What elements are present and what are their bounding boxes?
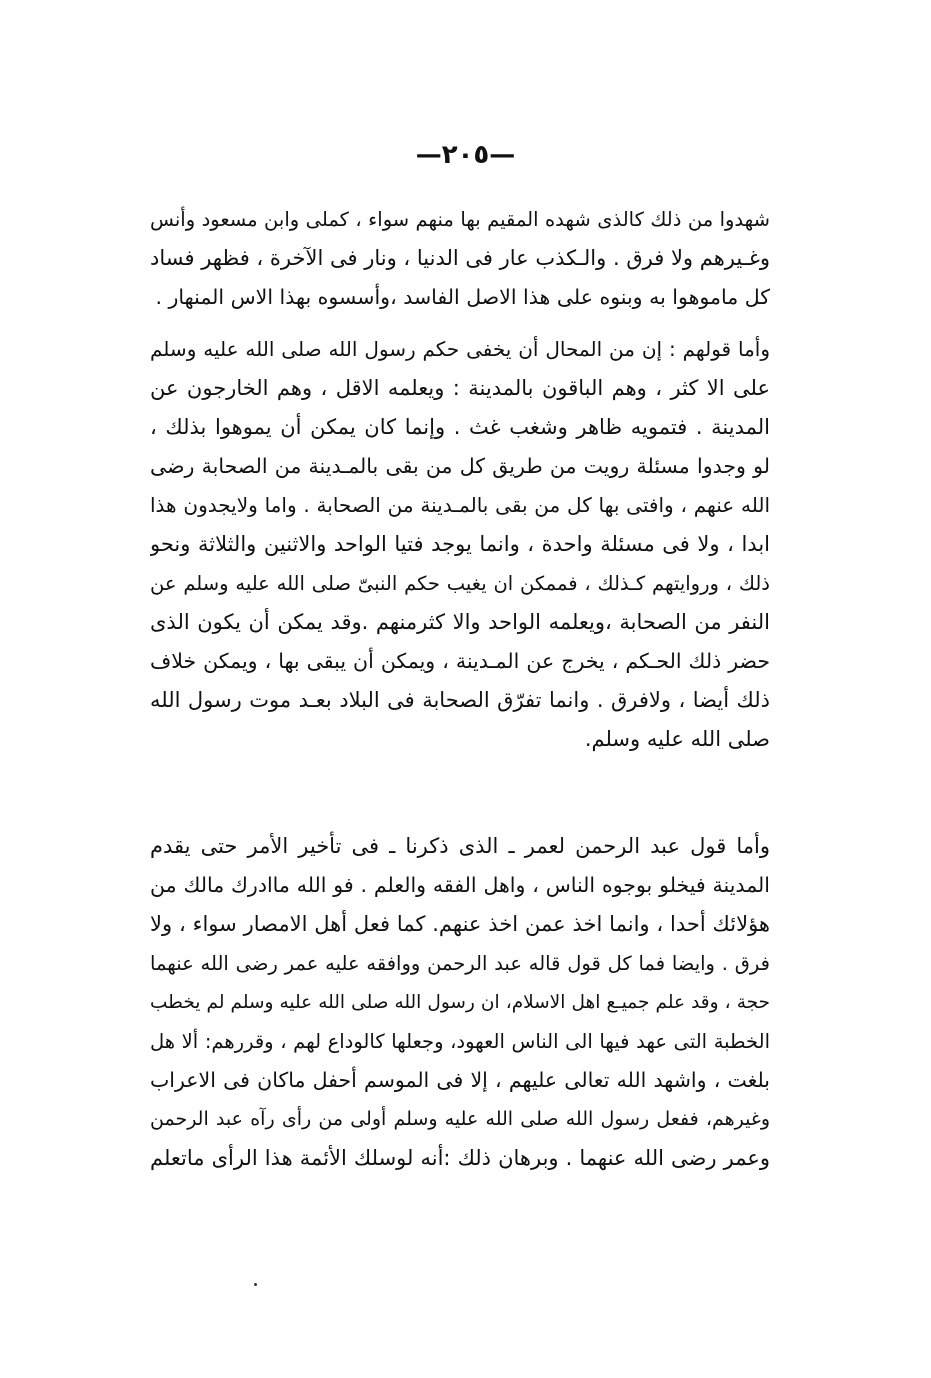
paragraph-1: [150, 200, 770, 317]
text-line: على الا كثر ، وهم الباقون بالمدينة : ويعلمه الاقل ، وهم الخارجون عن: [150, 376, 770, 400]
text-line: ذلك ، وروايتهم كـذلك ، فممكن ان يغيب حكم النبىّ صلى الله عليه وسلم عن: [150, 572, 770, 595]
text-line: شهدوا من ذلك كالذى شهده المقيم بها منهم سواء ، كملى وابن مسعود وأنس: [150, 208, 770, 231]
text-line: وعمر رضى الله عنهما . وبرهان ذلك :أنه لوسلك الأئمة هذا الرأى ماتعلم: [150, 1146, 770, 1170]
speck-mark: [254, 1283, 257, 1286]
text-line: لو وجدوا مسئلة رويت من طريق كل من بقى بالمـدينة من الصحابة رضى: [150, 454, 770, 478]
text-line: المدينة . فتمويه ظاهر وشغب غث . وإنما كان يمكن أن يموهوا بذلك ،: [150, 415, 770, 439]
text-line: كل ماموهوا به وبنوه على هذا الاصل الفاسد ،وأسسوه بهذا الاس المنهار .: [155, 285, 770, 309]
text-line: وأما قولهم : إن من المحال أن يخفى حكم رسول الله صلى الله عليه وسلم: [150, 337, 770, 361]
text-line: هؤلائك أحدا ، وانما اخذ عمن اخذ عنهم. كما فعل أهل الامصار سواء ، ولا: [150, 912, 770, 936]
text-line: وغـيرهم ولا فرق . والـكذب عار فى الدنيا ، ونار فى الآخرة ، فظهر فساد: [150, 246, 770, 270]
paragraph-2: [150, 330, 770, 759]
text-line: صلى الله عليه وسلم.: [584, 727, 770, 751]
paragraph-3: [150, 827, 770, 1178]
text-line: ابدا ، ولا فى مسئلة واحدة ، وانما يوجد فتيا الواحد والاثنين والثلاثة ونحو: [150, 532, 770, 556]
text-line: وغيرهم، ففعل رسول الله صلى الله عليه وسلم أولى من رأى رآه عبد الرحمن: [150, 1108, 770, 1130]
text-line: بلغت ، واشهد الله تعالى عليهم ، إلا فى الموسم أحفل ماكان فى الاعراب: [150, 1068, 770, 1092]
text-line: النفر من الصحابة ،ويعلمه الواحد والا كثرمنهم .وقد يمكن أن يكون الذى: [150, 610, 770, 634]
text-line: حضر ذلك الحـكم ، يخرج عن المـدينة ، ويمكن أن يبقى بها ، ويمكن خلاف: [150, 649, 770, 673]
text-line: حجة ، وقد علم جميـع اهل الاسلام، ان رسول الله صلى الله عليه وسلم لم يخطب: [150, 992, 770, 1013]
text-line: ذلك أيضا ، ولافرق . وانما تفرّق الصحابة فى البلاد بعـد موت رسول الله: [150, 688, 770, 712]
text-line: الخطبة التى عهد فيها الى الناس العهود، وجعلها كالوداع لهم ، وقررهم: ألا هل: [150, 1030, 770, 1053]
text-line: الله عنهم ، وافتى بها كل من بقى بالمـدينة من الصحابة . واما ولايجدون هذا: [150, 493, 770, 517]
text-line: المدينة فيخلو بوجوه الناس ، واهل الفقه والعلم . فو الله ماادرك مالك من: [150, 873, 770, 897]
page-number: —٢٠٥—: [415, 140, 516, 170]
text-line: فرق . وايضا فما كل قول قاله عبد الرحمن ووافقه عليه عمر رضى الله عنهما: [150, 952, 770, 975]
text-line: وأما قول عبد الرحمن لعمر ـ الذى ذكرنا ـ فى تأخير الأمر حتى يقدم: [150, 834, 770, 858]
